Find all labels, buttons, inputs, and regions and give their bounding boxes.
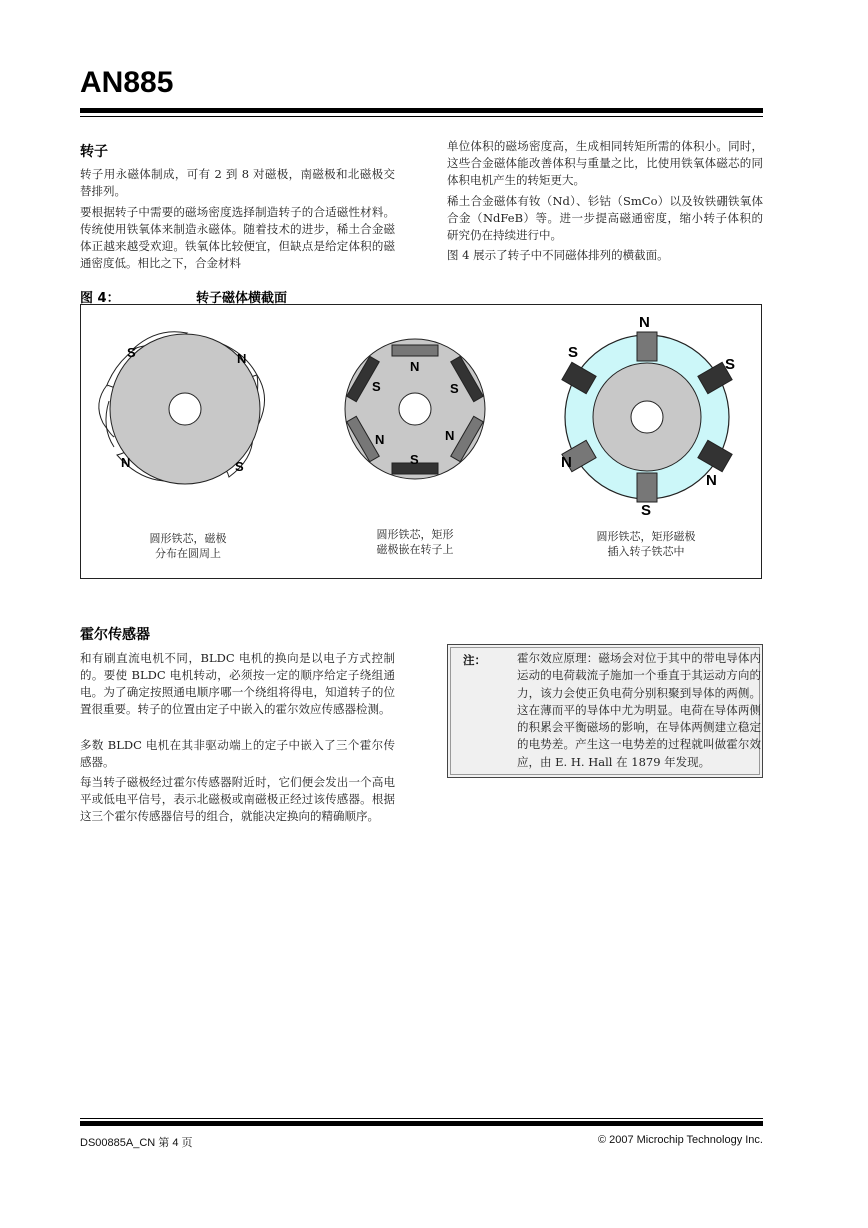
pole-label: S [372, 379, 381, 394]
pole-label: S [641, 502, 652, 519]
pole-label: N [410, 359, 420, 374]
caption-line: 圆形铁芯，磁极 [149, 532, 227, 545]
pole-label: N [706, 472, 717, 489]
rotor-paragraph-4: 稀土合金磁体有钕（Nd）、钐钴（SmCo）以及钕铁硼铁氧体合金（NdFeB）等。进一步提高磁通密度，缩小转子体积的研究仍在持续进行中。 [447, 194, 763, 242]
hall-paragraph-1: 和有刷直流电机不同，BLDC 电机的换向是以电子方式控制的。要使 BLDC 电机转动，必须按一定的顺序给定子绕组通电。为了确定按照通电顺序哪一个绕组将得电，知道转子的位置很重要。转子的位置由定子中嵌入的霍尔效应传感器检测。 [80, 651, 395, 716]
pole-label: S [235, 459, 244, 474]
note-label: 注： [463, 653, 486, 667]
figure-frame [80, 304, 762, 579]
note-box [447, 644, 763, 778]
diagram-2-caption [350, 527, 480, 557]
rotor-diagram-embedded-magnets [345, 339, 485, 479]
caption-line: 圆形铁芯，矩形磁极 [596, 530, 696, 543]
pole-label: N [561, 454, 572, 471]
note-inner-frame [450, 647, 760, 775]
hall-paragraph-3: 每当转子磁极经过霍尔传感器附近时，它们便会发出一个高电平或低电平信号，表示北磁极或南磁极正经过该传感器。根据这三个霍尔传感器信号的组合，就能决定换向的精确顺序。 [80, 775, 395, 823]
pole-label: S [568, 344, 579, 361]
hall-paragraph-2: 多数 BLDC 电机在其非驱动端上的定子中嵌入了三个霍尔传感器。 [80, 738, 395, 769]
figure-title: 转子磁体横截面 [196, 291, 288, 306]
caption-line: 磁极嵌在转子上 [376, 543, 454, 556]
header-rule-thin [80, 116, 763, 117]
header-rule-thick [80, 108, 763, 113]
pole-label: N [445, 428, 455, 443]
rotor-heading: 转子 [80, 144, 108, 160]
pole-label: N [121, 455, 131, 470]
document-title: AN885 [80, 66, 174, 99]
caption-line: 圆形铁芯，矩形 [376, 528, 454, 541]
hall-heading: 霍尔传感器 [80, 627, 150, 643]
rotor-diagram-interior-magnets [561, 314, 735, 519]
footer-rule-thick [80, 1121, 763, 1126]
rotor-paragraph-3: 单位体积的磁场密度高，生成相同转矩所需的体积小。同时，这些合金磁体能改善体积与重量之比，比使用铁氧体磁芯的同体积电机产生的转矩更大。 [447, 139, 763, 187]
pole-label: S [127, 345, 136, 360]
pole-label: S [450, 381, 459, 396]
caption-line: 分布在圆周上 [155, 547, 221, 560]
caption-line: 插入转子铁芯中 [607, 545, 685, 558]
pole-label: N [375, 432, 385, 447]
footer-rule-thin [80, 1118, 763, 1119]
pole-label: S [410, 452, 419, 467]
figure-label: 图 4： [80, 291, 120, 306]
pole-label: N [237, 351, 247, 366]
rotor-paragraph-1: 转子用永磁体制成，可有 2 到 8 对磁极，南磁极和北磁极交替排列。 [80, 167, 395, 198]
footer-copyright: © 2007 Microchip Technology Inc. [597, 1134, 763, 1146]
rotor-paragraph-5: 图 4 展示了转子中不同磁体排列的横截面。 [447, 248, 669, 262]
rotor-paragraph-2: 要根据转子中需要的磁场密度选择制造转子的合适磁性材料。传统使用铁氧体来制造永磁体。随着技术的进步，稀土合金磁体正越来越受欢迎。铁氧体比较便宜，但缺点是给定体积的磁通密度低。相比之下，合金材料 [80, 205, 395, 270]
note-text: 霍尔效应原理：磁场会对位于其中的带电导体内运动的电荷载流子施加一个垂直于其运动方向的力，该力会使正负电荷分别积聚到导体的两侧。这在薄而平的导体中尤为明显。电荷在导体两侧的积累会平衡磁场的影响，在导体两侧建立稳定的电势差。产生这一电势差的过程就叫做霍尔效应，由 E. H. Hall 在 1879 年发现。 [517, 651, 761, 769]
pole-label: N [639, 314, 650, 331]
diagram-1-caption [123, 531, 253, 561]
rotor-diagram-surface-magnets [99, 332, 265, 485]
footer-document-id: DS00885A_CN 第 4 页 [80, 1137, 193, 1149]
pole-label: S [725, 356, 736, 373]
diagram-3-caption [571, 529, 721, 559]
